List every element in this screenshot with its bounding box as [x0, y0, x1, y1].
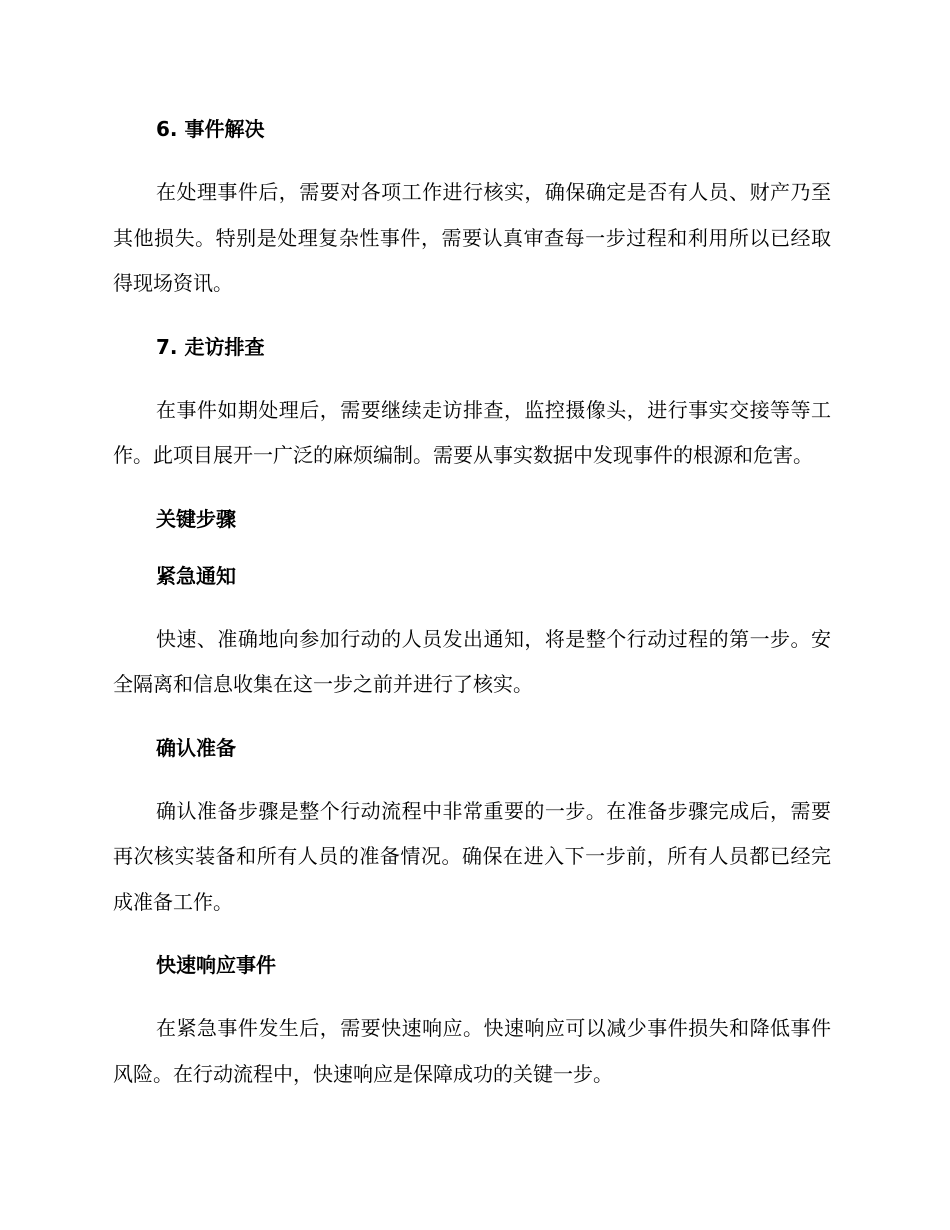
- section-heading-confirm-preparation: 确认准备: [156, 735, 236, 760]
- paragraph-emergency-notice: 快速、准确地向参加行动的人员发出通知，将是整个行动过程的第一步。安全隔离和信息收集在这一步之前并进行了核实。: [113, 626, 831, 696]
- document-page: [113, 113, 831, 1097]
- section-heading-emergency-notice: 紧急通知: [156, 563, 236, 588]
- section-heading-visit-investigation: 7. 走访排查: [156, 334, 265, 359]
- section-heading-key-steps: 关键步骤: [156, 506, 236, 531]
- paragraph-visit-investigation: 在事件如期处理后，需要继续走访排查，监控摄像头，进行事实交接等等工作。此项目展开一广泛的麻烦编制。需要从事实数据中发现事件的根源和危害。: [113, 397, 831, 467]
- paragraph-rapid-response: 在紧急事件发生后，需要快速响应。快速响应可以减少事件损失和降低事件风险。在行动流程中，快速响应是保障成功的关键一步。: [113, 1016, 831, 1086]
- paragraph-confirm-preparation: 确认准备步骤是整个行动流程中非常重要的一步。在准备步骤完成后，需要再次核实装备和所有人员的准备情况。确保在进入下一步前，所有人员都已经完成准备工作。: [113, 798, 831, 914]
- paragraph-event-resolution: 在处理事件后，需要对各项工作进行核实，确保确定是否有人员、财产乃至其他损失。特别是处理复杂性事件，需要认真审查每一步过程和利用所以已经取得现场资讯。: [113, 180, 831, 295]
- section-heading-rapid-response: 快速响应事件: [156, 953, 276, 977]
- section-heading-event-resolution: 6. 事件解决: [156, 117, 265, 141]
